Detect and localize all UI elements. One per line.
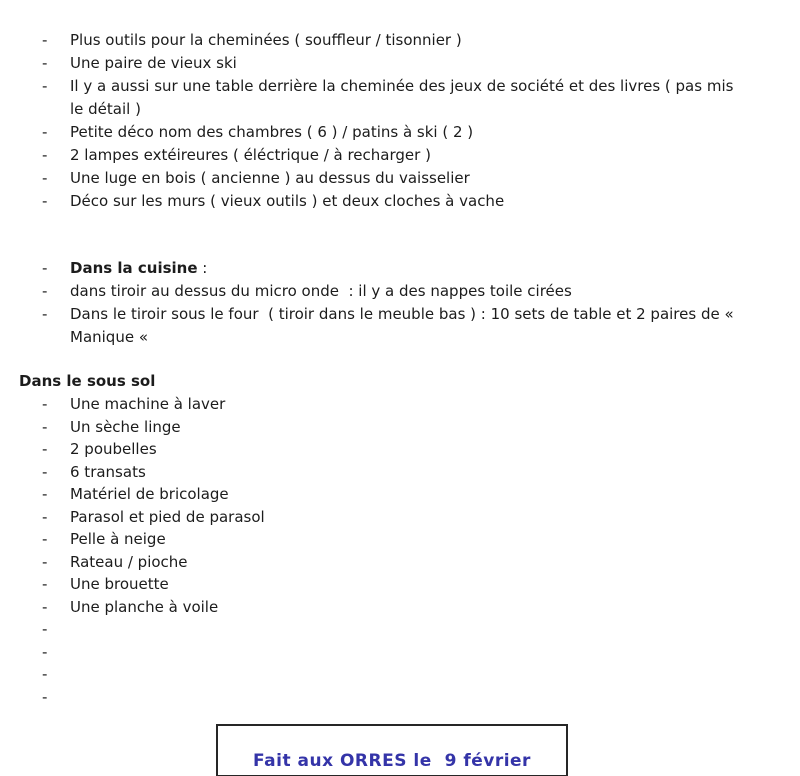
list-item	[0, 438, 800, 461]
list-item-text: dans tiroir au dessus du micro onde : il y a des nappes toile cirées	[70, 282, 572, 300]
list-item-empty	[0, 686, 800, 709]
bullet-dash: -	[42, 282, 48, 300]
list-item-text: Déco sur les murs ( vieux outils ) et deux cloches à vache	[70, 192, 505, 210]
bullet-dash: -	[42, 305, 48, 323]
kitchen-heading-row	[0, 257, 800, 280]
list-item	[0, 416, 800, 439]
list-item	[0, 75, 800, 121]
list-item-text: Pelle à neige	[70, 530, 166, 548]
list-item	[0, 483, 800, 506]
list-item	[0, 393, 800, 416]
list-item	[0, 167, 800, 190]
list-item	[0, 303, 800, 349]
list-item	[0, 528, 800, 551]
list-item-text: Une paire de vieux ski	[70, 54, 237, 72]
list-item	[0, 190, 800, 213]
bullet-dash: -	[42, 665, 48, 683]
list-item-text: Une brouette	[70, 575, 169, 593]
list-item	[0, 596, 800, 619]
basement-section	[0, 369, 800, 708]
list-item	[0, 52, 800, 75]
bullet-dash: -	[42, 54, 48, 72]
list-item	[0, 573, 800, 596]
list-item-text: 2 lampes extéireures ( éléctrique / à recharger )	[70, 146, 431, 164]
date-box	[216, 724, 568, 776]
basement-items-list	[0, 393, 800, 708]
bullet-dash: -	[42, 123, 48, 141]
list-item-text: Dans le tiroir sous le four ( tiroir dans le meuble bas ) : 10 sets de table et 2 paires de « Manique «	[70, 305, 739, 346]
list-item-text: Plus outils pour la cheminées ( souffleur / tisonnier )	[70, 31, 462, 49]
list-item-text: Il y a aussi sur une table derrière la cheminée des jeux de société et des livres ( pas mis le détail )	[70, 77, 739, 118]
bullet-dash: -	[42, 395, 48, 413]
bullet-dash: -	[42, 597, 48, 616]
bullet-dash: -	[42, 169, 48, 187]
kitchen-heading-colon: :	[197, 259, 208, 277]
list-item-empty	[0, 663, 800, 686]
bullet-dash: -	[42, 620, 48, 638]
list-item-text: Une planche à voile	[70, 597, 219, 616]
bullet-dash: -	[42, 552, 48, 571]
list-item-text: Parasol et pied de parasol	[70, 507, 265, 526]
list-item-text: 2 poubelles	[70, 440, 157, 458]
list-item-text: Une luge en bois ( ancienne ) au dessus du vaisselier	[70, 169, 470, 187]
date-text: Fait aux ORRES le 9 février	[253, 751, 531, 771]
bullet-dash: -	[42, 687, 48, 706]
list-item-empty	[0, 641, 800, 664]
list-item-text: Une machine à laver	[70, 395, 226, 413]
list-item	[0, 29, 800, 52]
list-item	[0, 144, 800, 167]
bullet-dash: -	[42, 146, 48, 164]
list-item	[0, 551, 800, 574]
bullet-dash: -	[42, 417, 48, 436]
bullet-dash: -	[42, 77, 48, 95]
list-item-text: Matériel de bricolage	[70, 485, 229, 503]
list-item-text: Un sèche linge	[70, 417, 181, 436]
bullet-dash: -	[42, 530, 48, 548]
bullet-dash: -	[42, 259, 48, 277]
bullet-dash: -	[42, 462, 48, 481]
basement-heading: Dans le sous sol	[19, 372, 156, 390]
list-item-empty	[0, 618, 800, 641]
list-item-text: Petite déco nom des chambres ( 6 ) / patins à ski ( 2 )	[70, 123, 474, 141]
kitchen-heading	[70, 257, 207, 280]
living-room-items-list	[0, 29, 800, 213]
bullet-dash: -	[42, 485, 48, 503]
bullet-dash: -	[42, 575, 48, 593]
list-item	[0, 280, 800, 303]
bullet-dash: -	[42, 642, 48, 661]
bullet-dash: -	[42, 31, 48, 49]
list-item	[0, 506, 800, 529]
bullet-dash: -	[42, 507, 48, 526]
kitchen-section	[0, 257, 800, 349]
bullet-dash: -	[42, 440, 48, 458]
list-item	[0, 121, 800, 144]
bullet-dash: -	[42, 192, 48, 210]
list-item-text: Rateau / pioche	[70, 552, 188, 571]
list-item	[0, 461, 800, 484]
list-item-text: 6 transats	[70, 462, 146, 481]
kitchen-heading-text: Dans la cuisine	[70, 259, 198, 277]
